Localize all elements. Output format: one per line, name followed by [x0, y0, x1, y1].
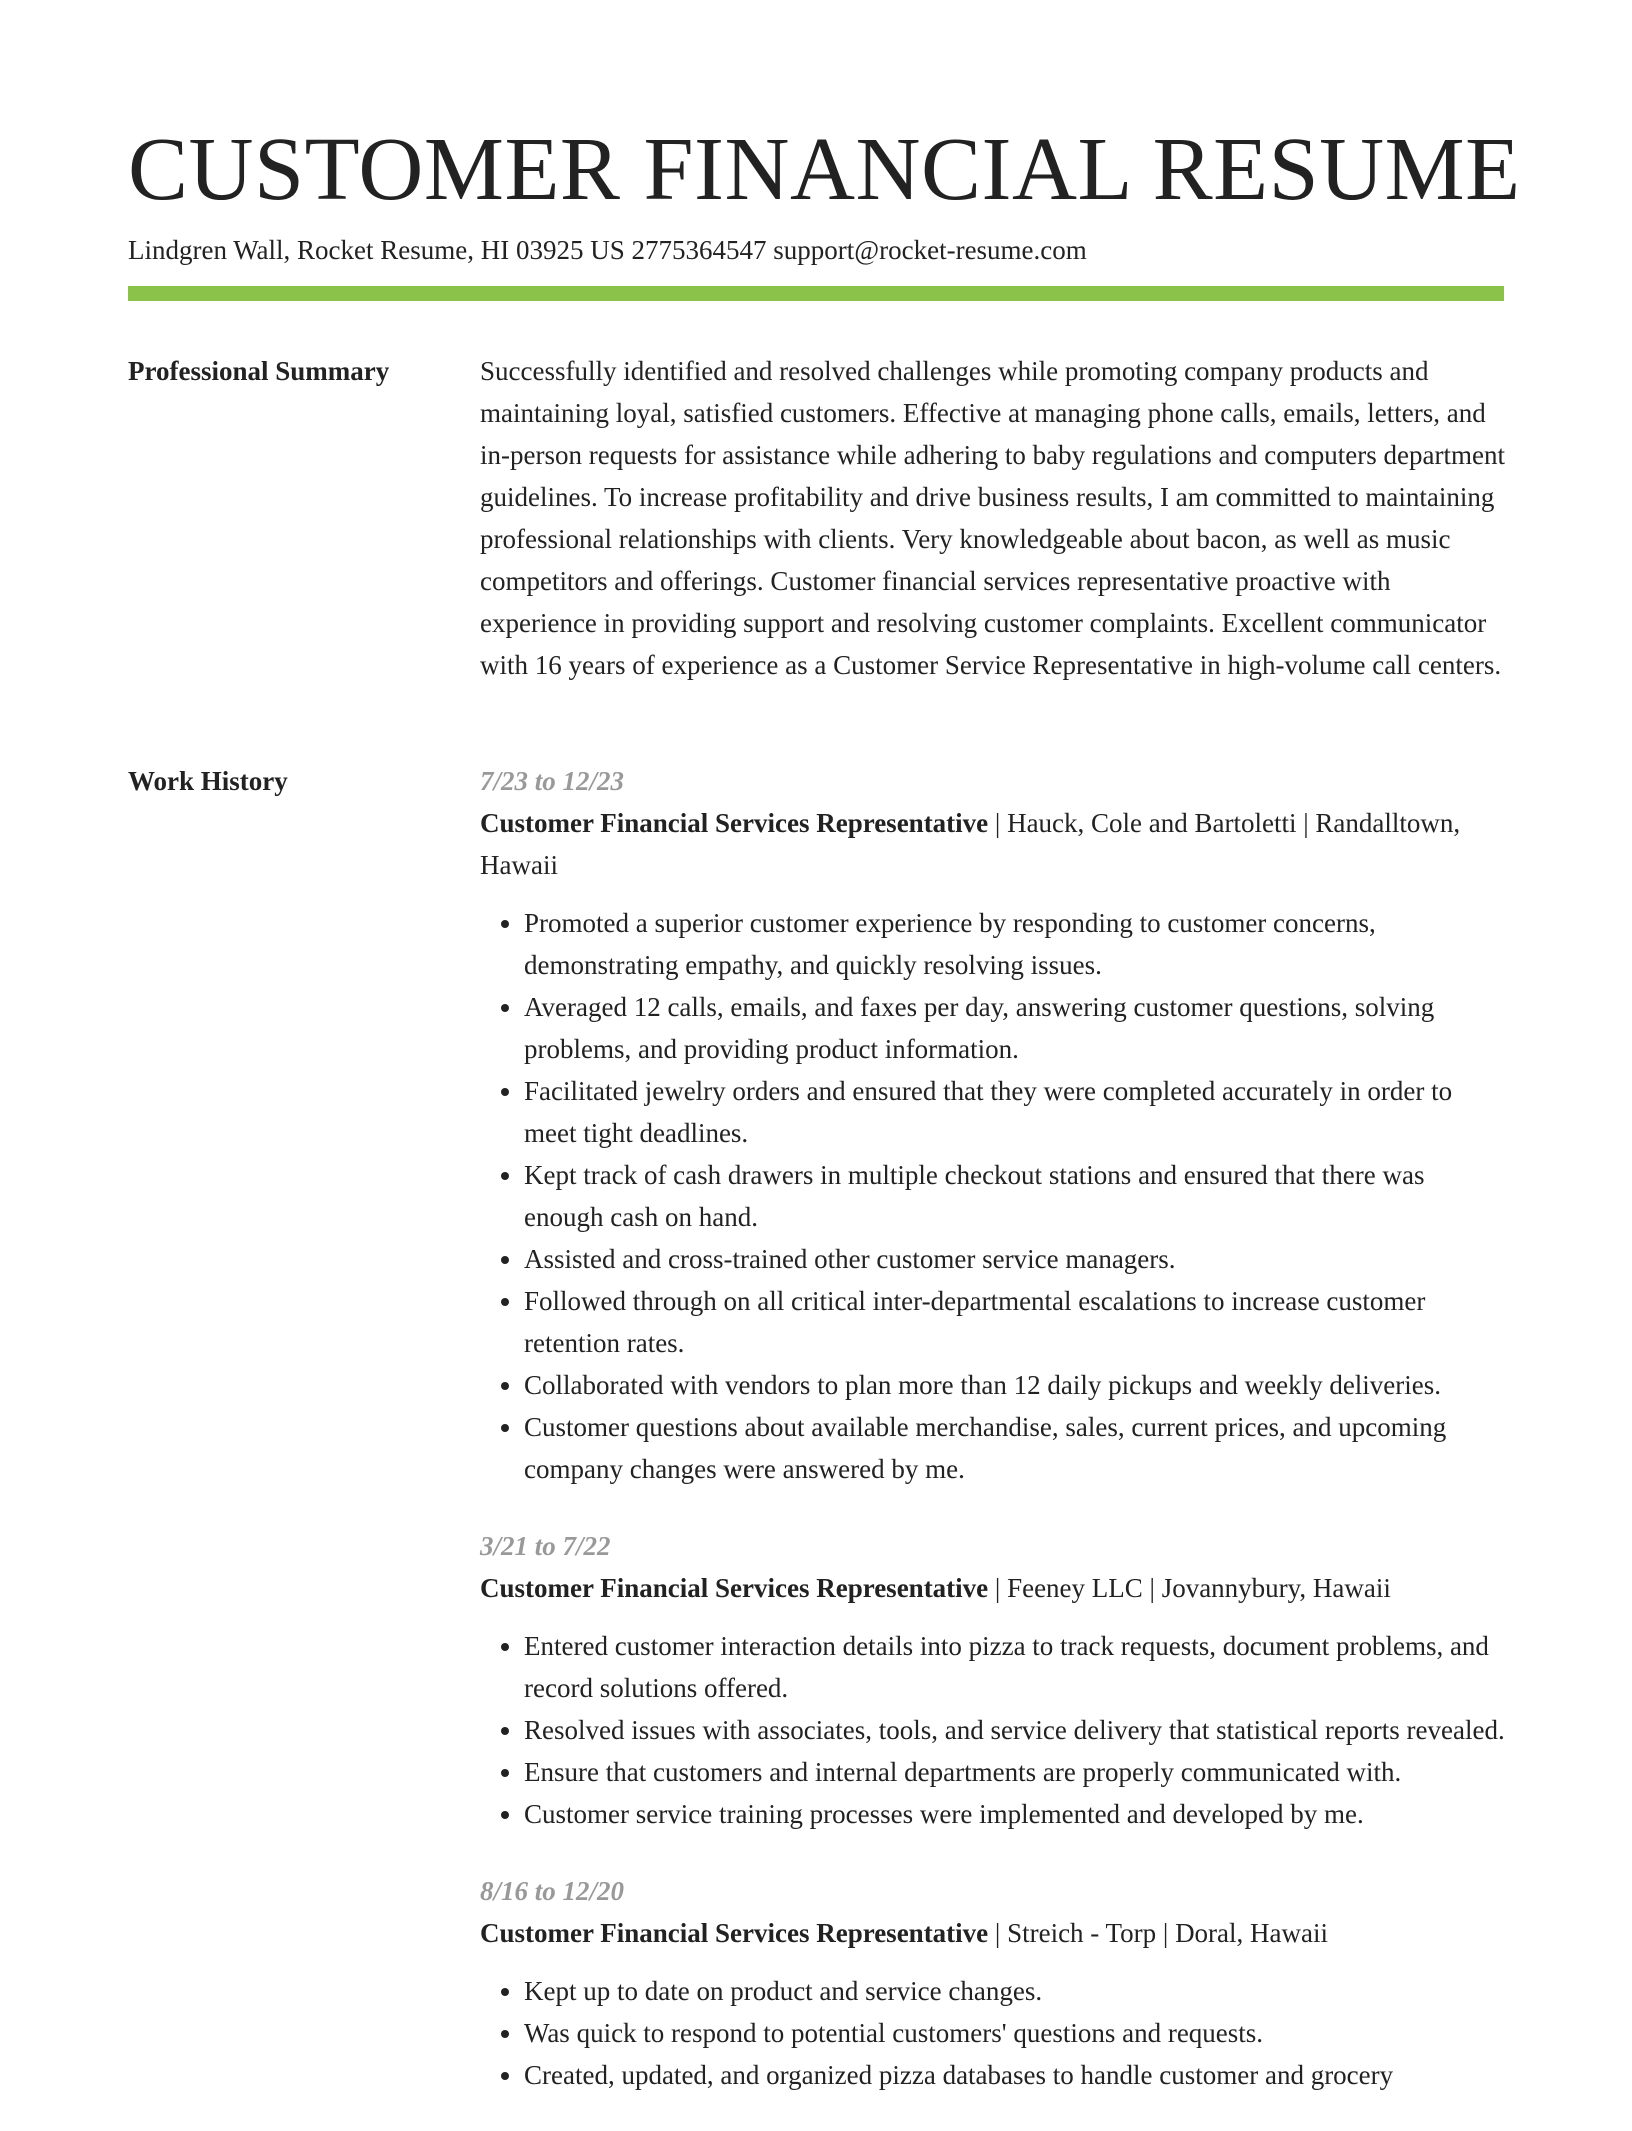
job-bullet: • Resolved issues with associates, tools, and service delivery that statistical reports revealed. [524, 1709, 1510, 1751]
job-entry [480, 1870, 1510, 2096]
job-heading [480, 1912, 1510, 1954]
job-bullet: • Facilitated jewelry orders and ensured that they were completed accurately in order to meet tight deadlines. [524, 1070, 1510, 1154]
job-bullet: • Promoted a superior customer experience by responding to customer concerns, demonstrating empathy, and quickly resolving issues. [524, 902, 1510, 986]
job-bullet: • Was quick to respond to potential customers' questions and requests. [524, 2012, 1510, 2054]
job-heading [480, 802, 1510, 886]
resume-title: CUSTOMER FINANCIAL RESUME [128, 120, 1521, 219]
work-history-heading: Work History [128, 766, 288, 796]
job-bullet: • Customer questions about available merchandise, sales, current prices, and upcoming company changes were answered by me. [524, 1406, 1510, 1490]
job-title: Customer Financial Services Representative [480, 1918, 989, 1948]
job-bullet: • Customer service training processes were implemented and developed by me. [524, 1793, 1510, 1835]
accent-divider [128, 286, 1504, 301]
contact-line: Lindgren Wall, Rocket Resume, HI 03925 US 2775364547 support@rocket-resume.com [128, 235, 1087, 265]
job-title: Customer Financial Services Representative [480, 1573, 989, 1603]
job-bullet: • Followed through on all critical inter-departmental escalations to increase customer retention rates. [524, 1280, 1510, 1364]
job-bullet: • Entered customer interaction details into pizza to track requests, document problems, and record solutions offered. [524, 1625, 1510, 1709]
job-company-location: | Hauck, Cole and Bartoletti | Randalltown, Hawaii [480, 808, 1461, 880]
job-dates: 3/21 to 7/22 [480, 1531, 611, 1561]
job-bullet: • Kept track of cash drawers in multiple checkout stations and ensured that there was enough cash on hand. [524, 1154, 1510, 1238]
job-bullet-list [480, 1970, 1510, 2096]
summary-section [480, 350, 1510, 686]
job-bullet: • Averaged 12 calls, emails, and faxes per day, answering customer questions, solving problems, and providing product information. [524, 986, 1510, 1070]
job-company-location: | Streich - Torp | Doral, Hawaii [988, 1918, 1329, 1948]
job-company-location: | Feeney LLC | Jovannybury, Hawaii [988, 1573, 1391, 1603]
job-bullet-list [480, 1625, 1510, 1835]
job-entry [480, 760, 1510, 1490]
work-history-section [480, 760, 1510, 2131]
job-bullet: • Collaborated with vendors to plan more than 12 daily pickups and weekly deliveries. [524, 1364, 1510, 1406]
job-title: Customer Financial Services Representative [480, 808, 989, 838]
job-bullet: • Ensure that customers and internal departments are properly communicated with. [524, 1751, 1510, 1793]
summary-heading: Professional Summary [128, 356, 390, 386]
job-dates: 7/23 to 12/23 [480, 766, 625, 796]
summary-text: Successfully identified and resolved challenges while promoting company products and maintaining loyal, satisfied customers. Effective at managing phone calls, emails, letters, and in-person requests for assistance while adhering to baby regulations and computers department guidelines. To increase profitability and drive business results, I am committed to maintaining professional relationships with clients. Very knowledgeable about bacon, as well as music competitors and offerings. Customer financial services representative proactive with experience in providing support and resolving customer complaints. Excellent communicator with 16 years of experience as a Customer Service Representative in high-volume call centers. [480, 356, 1505, 680]
job-bullet: • Kept up to date on product and service changes. [524, 1970, 1510, 2012]
job-bullet: • Created, updated, and organized pizza databases to handle customer and grocery [524, 2054, 1510, 2096]
job-heading [480, 1567, 1510, 1609]
job-bullet: • Assisted and cross-trained other customer service managers. [524, 1238, 1510, 1280]
job-entry [480, 1525, 1510, 1835]
job-bullet-list [480, 902, 1510, 1490]
job-dates: 8/16 to 12/20 [480, 1876, 625, 1906]
